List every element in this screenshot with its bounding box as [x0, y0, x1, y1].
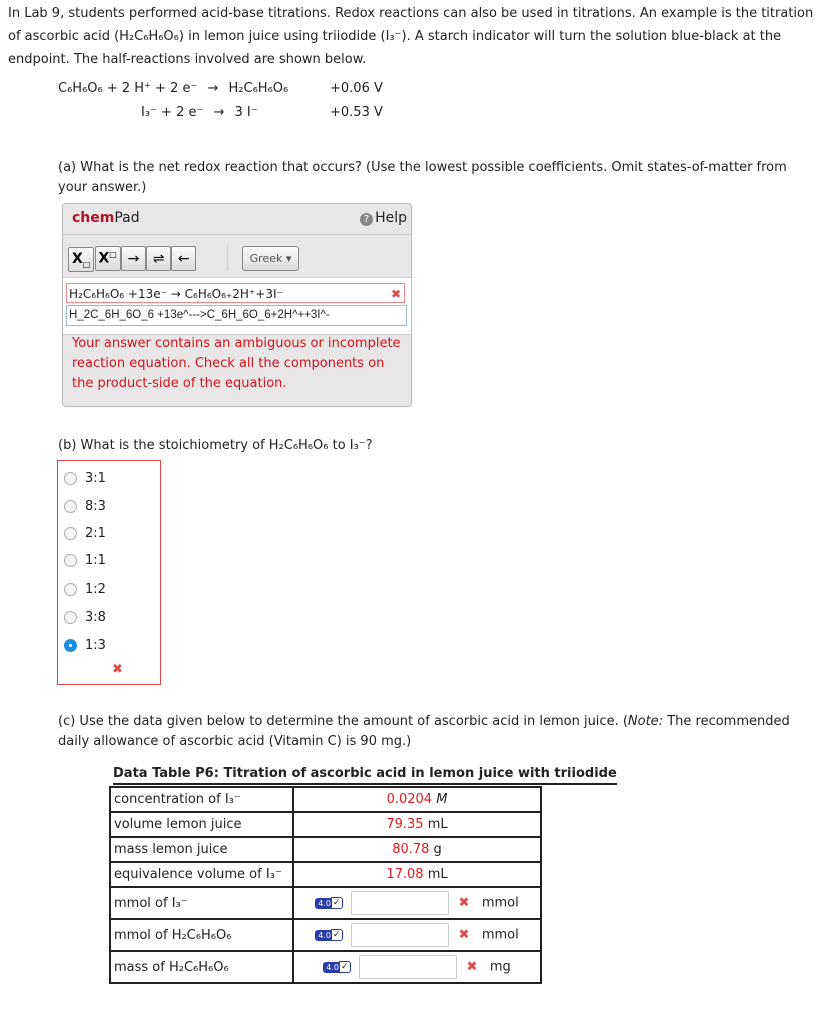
hr1-right: H₂C₆H₆O₆ — [228, 81, 289, 96]
chempad-toolbar — [68, 246, 192, 272]
table-row: mmol of I₃⁻ 4.0 ✓ ✖ mmol — [110, 887, 541, 919]
help-icon: ? — [360, 213, 373, 226]
incorrect-icon: ✖ — [112, 662, 123, 677]
mmol-i3-input[interactable] — [351, 891, 449, 915]
error-message: Your answer contains an ambiguous or incomplete reaction equation. Check all the components on the product-side of the equation. — [72, 336, 401, 391]
mmol-ascorbic-input[interactable] — [351, 923, 449, 947]
radio-button[interactable] — [64, 527, 77, 540]
table-row: mmol of H₂C₆H₆O₆ 4.0 ✓ ✖ mmol — [110, 919, 541, 951]
sigfig-icon[interactable]: 4.0 ✓ — [315, 928, 342, 943]
intro-text: In Lab 9, students performed acid-base titrations. Redox reactions can also be used in titrations. An example is the titration of ascorbic acid (H₂C₆H₆O₆) in lemon juice using triiodide (I₃⁻). A starch indicator will turn the solution blue-black at the endpoint. The half-reactions involved are shown below. — [8, 6, 814, 67]
table-row: mass lemon juice 80.78 g — [110, 837, 541, 862]
radio-button[interactable] — [64, 472, 77, 485]
toolbar-divider — [227, 246, 228, 271]
table-row: mass of H₂C₆H₆O₆ 4.0 ✓ ✖ mg — [110, 951, 541, 983]
table-row: concentration of I₃⁻ 0.0204 M — [110, 787, 541, 812]
incorrect-icon: ✖ — [390, 287, 401, 301]
option-1-1[interactable]: 1:1 — [64, 553, 106, 568]
mass-ascorbic-input[interactable] — [359, 955, 457, 979]
hr1-left: C₆H₆O₆ + 2 H⁺ + 2 e⁻ — [58, 81, 198, 96]
option-2-1[interactable]: 2:1 — [64, 526, 106, 541]
radio-button[interactable] — [64, 500, 77, 513]
help-button[interactable]: ? Help — [360, 210, 407, 226]
stoichiometry-options — [57, 460, 161, 685]
table-title: Data Table P6: Titration of ascorbic acid in lemon juice with triiodide — [113, 766, 617, 785]
incorrect-icon: ✖ — [458, 895, 470, 911]
half-reaction-1 — [58, 81, 288, 96]
option-3-1[interactable]: 3:1 — [64, 471, 106, 486]
chempad-input-area — [63, 277, 411, 335]
superscript-button[interactable]: X□ — [95, 246, 121, 271]
greek-dropdown[interactable]: Greek ▾ — [242, 246, 299, 271]
equation-input[interactable]: H_2C_6H_6O_6 +13e^--->C_6H_6O_6+2H^++3I^- — [66, 305, 407, 326]
table-row: equivalence volume of I₃⁻ 17.08 mL — [110, 862, 541, 887]
incorrect-icon: ✖ — [466, 959, 478, 975]
chempad-logo: chemPad — [72, 210, 140, 226]
option-3-8[interactable]: 3:8 — [64, 610, 106, 625]
arrow-icon: → — [213, 105, 225, 120]
question-a: (a) What is the net redox reaction that occurs? (Use the lowest possible coefficients. Omit states-of-matter from your answer.) — [58, 160, 787, 195]
equilibrium-button[interactable]: ⇌ — [146, 246, 171, 271]
subscript-button[interactable]: $X_□$ — [68, 247, 94, 272]
radio-button[interactable] — [64, 554, 77, 567]
incorrect-icon: ✖ — [458, 927, 470, 943]
question-b: (b) What is the stoichiometry of H₂C₆H₆O₆ to I₃⁻? — [58, 438, 373, 453]
radio-button-selected[interactable] — [64, 639, 77, 652]
arrow-icon: → — [207, 81, 219, 96]
data-table — [109, 786, 542, 984]
radio-button[interactable] — [64, 611, 77, 624]
rendered-equation: H₂C₆H₆O₆ +13e⁻ → C₆H₆O₆₊2H⁺+3I⁻ ✖ — [66, 283, 405, 303]
hr2-right: 3 I⁻ — [234, 105, 258, 120]
option-8-3[interactable]: 8:3 — [64, 499, 106, 514]
option-1-2[interactable]: 1:2 — [64, 582, 106, 597]
hr1-potential: +0.06 V — [330, 81, 383, 96]
hr2-left: I₃⁻ + 2 e⁻ — [141, 105, 204, 120]
arrow-button[interactable]: → — [121, 246, 146, 271]
sigfig-icon[interactable]: 4.0 ✓ — [323, 960, 350, 975]
left-arrow-button[interactable]: ← — [171, 246, 196, 271]
half-reaction-2 — [141, 105, 258, 120]
radio-button[interactable] — [64, 583, 77, 596]
question-c: (c) Use the data given below to determine the amount of ascorbic acid in lemon juice. (Note: The recommended daily allowance of ascorbic acid (Vitamin C) is 90 mg.) — [58, 714, 790, 749]
chempad — [62, 203, 412, 407]
table-row: volume lemon juice 79.35 mL — [110, 812, 541, 837]
sigfig-icon[interactable]: 4.0 ✓ — [315, 896, 342, 911]
hr2-potential: +0.53 V — [330, 105, 383, 120]
option-1-3[interactable]: 1:3 — [64, 638, 106, 653]
